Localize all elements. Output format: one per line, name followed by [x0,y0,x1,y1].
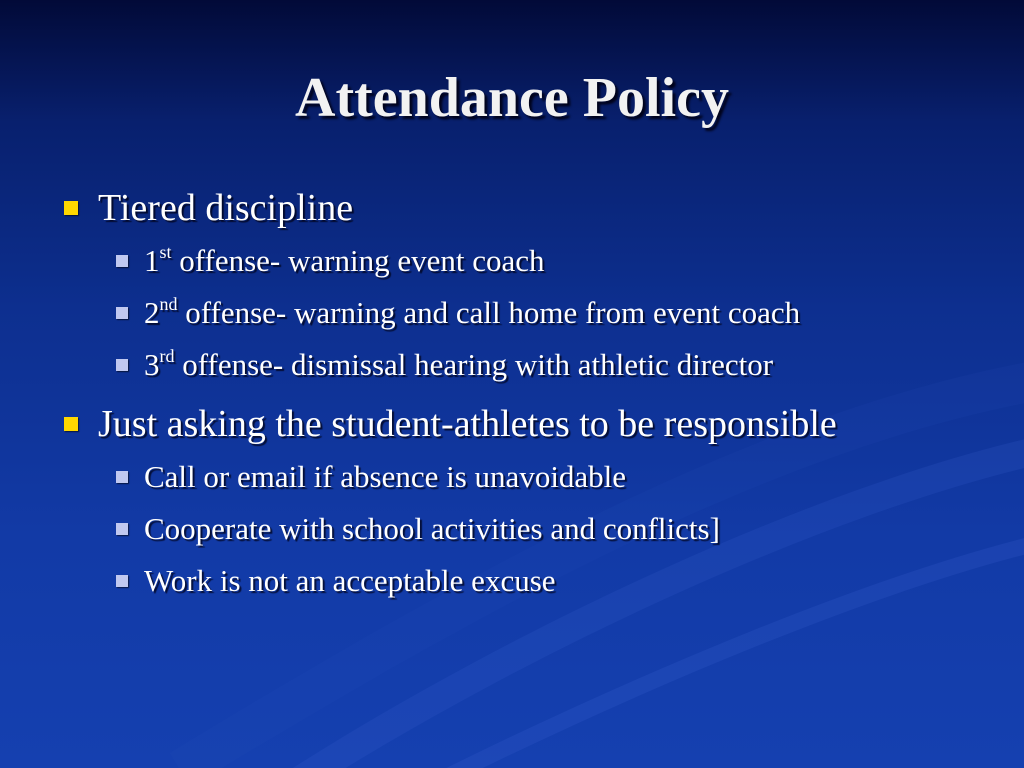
sub-bullet-second-offense [116,292,904,334]
yellow-square-bullet-icon [64,201,78,215]
lavender-square-bullet-icon [116,471,128,483]
sub-bullet-text: Cooperate with school activities and conflicts] [144,511,720,546]
lavender-square-bullet-icon [116,523,128,535]
sub-bullet-work-excuse [116,560,904,602]
sub-bullet-text: offense- warning and call home from event coach [177,295,801,330]
slide-body [64,186,984,612]
lavender-square-bullet-icon [116,307,128,319]
bullet-tiered-discipline [64,186,984,230]
ordinal-suffix: st [159,241,172,262]
sub-bullet-text: offense- warning event coach [171,243,545,278]
sub-bullet-text: Work is not an acceptable excuse [144,563,556,598]
ordinal-suffix: rd [159,345,175,366]
yellow-square-bullet-icon [64,417,78,431]
slide-title: Attendance Policy [295,67,729,129]
bullet-text: Just asking the student-athletes to be responsible [98,403,837,445]
ordinal-number: 2 [144,295,160,330]
bullet-student-responsibility [64,402,984,446]
ordinal-number: 3 [144,347,160,382]
lavender-square-bullet-icon [116,575,128,587]
sub-bullet-text: offense- dismissal hearing with athletic director [174,347,774,382]
lavender-square-bullet-icon [116,359,128,371]
sub-bullet-third-offense [116,344,904,386]
ordinal-number: 1 [144,243,160,278]
sub-bullet-cooperate [116,508,904,550]
ordinal-suffix: nd [159,293,178,314]
lavender-square-bullet-icon [116,255,128,267]
sub-bullet-call-or-email [116,456,904,498]
sub-bullet-text: Call or email if absence is unavoidable [144,459,627,494]
sub-bullet-first-offense [116,240,904,282]
bullet-text: Tiered discipline [98,187,354,229]
